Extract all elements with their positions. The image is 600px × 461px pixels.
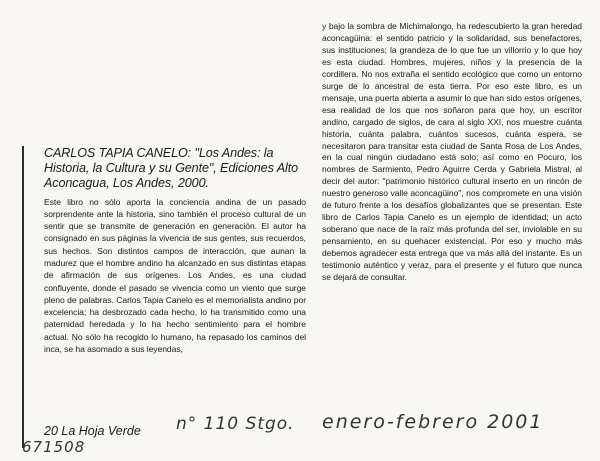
review-heading: CARLOS TAPIA CANELO: "Los Andes: la Historia, la Cultura y su Gente", Ediciones Alto Aconcagua, Los Andes, 2000. — [44, 146, 298, 191]
column-rule — [22, 146, 24, 448]
page-footer: 20 La Hoja Verde — [44, 424, 141, 438]
handwritten-issue-ref: n° 110 Stgo. — [176, 414, 295, 434]
handwritten-date: enero-febrero 2001 — [322, 411, 544, 433]
handwritten-catalog-id: 671508 — [22, 438, 86, 456]
right-body-text: y bajo la sombra de Michimalongo, ha redescubierto la gran heredad aconcagüina: el sentido patricio y la solidaridad, sus benefactores, sus instituciones; la grandeza de lo que fue un villorrio y lo que hoy es esta ciudad. Hombres, mujeres, niños y la presencia de la cordillera. No nos extraña el sentido ecológico que como un entorno surge de lo ancestral de esta tierra. Por eso este libro, es un mensaje, una puerta abierta a asumir lo que han sido estos orígenes, esa realidad de los que nos soñaron para que hoy, un escritor andino, cargado de siglos, de cara al siglo XXI, nos muestre cuánta historia, cuánta palabra, cuántos sucesos, cuánta espera, se necesitaron para transitar esta ciudad de Santa Rosa de Los Andes, en la cual ningún ciudadano está solo; así como en Pocuro, los nombres de Sarmiento, Pedro Aguirre Cerda y Gabriela Mistral, al decir del autor: "patrimonio histórico cultural inserto en un rincón de nuestro generoso valle aconcagüino", nos compromete en una visión de futuro frente a los desafíos globalizantes que se presentan. Este libro de Carlos Tapia Canelo es un ejemplo de identidad; un acto soberano que nace de la raíz más profunda del ser, inviolable en su pensamiento, en su quehacer existencial. Por eso y mucho más debemos agradecer esta entrega que va más allá del instante. Es un testimonio auténtico y veraz, para el presente y el futuro que nunca se dejará de consultar. — [322, 21, 582, 283]
right-column — [322, 21, 582, 284]
left-column — [44, 146, 306, 355]
left-body-text: Este libro no sólo aporta la conciencia andina de un pasado sorprendente ante la historia, sino también el proceso cultural de un sentir que se transmite de generación en generación. El autor ha consignado en sus páginas la vivencia de sus gentes, sus recuerdos, sus hechos. Son distintos campos de interacción, que aunan la madurez que el hombre andino ha alcanzado en sus distintas etapas de afirmación de sus orígenes. Los Andes, es una ciudad confluyente, donde el pasado se vivencia como un viento que surge pleno de palabras. Carlos Tapia Canelo es el memorialista andino por excelencia; ha desbrozado cada hecho, lo ha transmitido como una paternidad heredada y lo ha hecho sentimiento para el hombre actual. No sólo ha recogido lo humano, ha repasado los caminos del inca, se ha asomado a sus leyendas, — [44, 196, 306, 354]
